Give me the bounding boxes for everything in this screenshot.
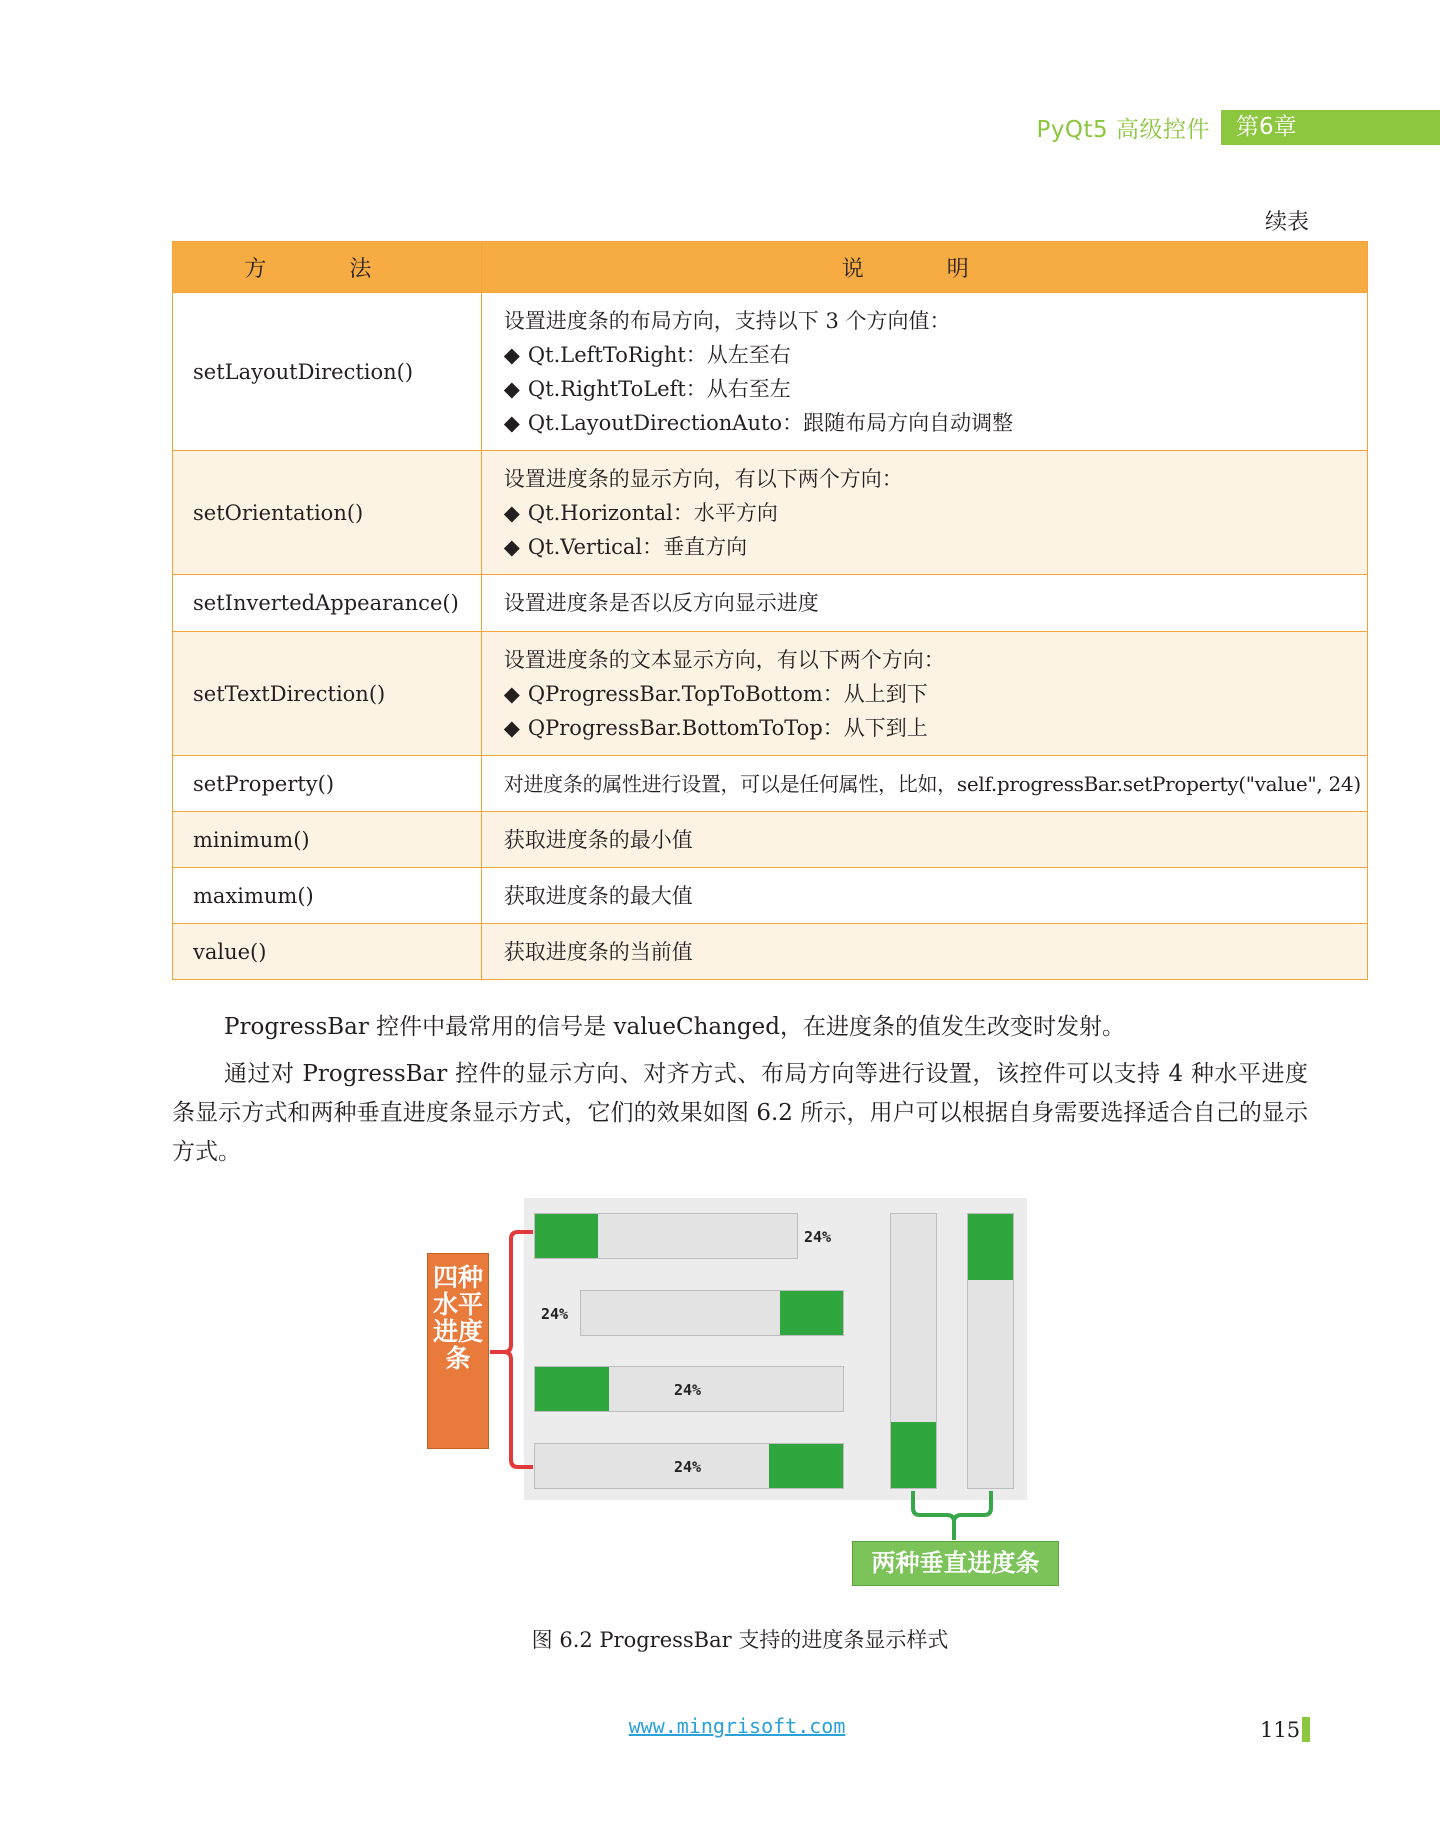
figure-caption: 图 6.2 ProgressBar 支持的进度条显示样式 [531, 1628, 949, 1652]
page-number: 115 [1260, 1718, 1301, 1742]
methods-table [172, 241, 1368, 980]
table-row [173, 924, 1368, 980]
horizontal-progress-bar-3 [534, 1366, 844, 1412]
bullet-item: ◆ QProgressBar.TopToBottom：从上到下 [503, 681, 928, 706]
progress-fill [535, 1214, 598, 1258]
chapter-tab: 第6章 [1221, 110, 1440, 145]
method-name: value() [173, 924, 482, 980]
footer-link[interactable]: www.mingrisoft.com [628, 1714, 846, 1738]
description-intro: 获取进度条的最小值 [503, 827, 693, 852]
table-row [173, 293, 1368, 451]
table-row [173, 756, 1368, 812]
diamond-bullet-icon: ◆ [503, 534, 520, 559]
progress-label: 24% [804, 1228, 832, 1246]
method-name: setInvertedAppearance() [173, 575, 482, 632]
bullet-item: ◆ Qt.Vertical：垂直方向 [503, 534, 748, 559]
vertical-progress-bar-1 [890, 1213, 937, 1489]
table-row [173, 575, 1368, 632]
bullet-item: ◆ Qt.RightToLeft：从右至左 [503, 376, 791, 401]
method-description [481, 575, 1367, 632]
horizontal-progress-bar-4 [534, 1443, 844, 1489]
diamond-bullet-icon: ◆ [503, 500, 520, 525]
method-name: setLayoutDirection() [173, 293, 482, 451]
method-name: minimum() [173, 812, 482, 868]
description-intro: 对进度条的属性进行设置，可以是任何属性，比如，self.progressBar.setProperty("value", 24) [503, 771, 1361, 796]
bullet-item: ◆ QProgressBar.BottomToTop：从下到上 [503, 715, 928, 740]
progress-label: 24% [674, 1381, 702, 1399]
diamond-bullet-icon: ◆ [503, 342, 520, 367]
method-description [481, 756, 1367, 812]
table-header-row [173, 242, 1368, 293]
vertical-progress-bar-2 [967, 1213, 1014, 1489]
description-intro: 设置进度条是否以反方向显示进度 [503, 591, 819, 615]
paragraph-signal: ProgressBar 控件中最常用的信号是 valueChanged，在进度条的值发生改变时发射。 [224, 1014, 1125, 1040]
method-name: setOrientation() [173, 451, 482, 575]
progress-fill [535, 1367, 609, 1411]
method-description [481, 924, 1367, 980]
method-description [481, 812, 1367, 868]
method-name: maximum() [173, 868, 482, 924]
description-intro: 设置进度条的布局方向，支持以下 3 个方向值： [503, 308, 951, 333]
progress-fill [968, 1214, 1013, 1280]
vertical-bars-label: 两种垂直进度条 [852, 1541, 1059, 1586]
description-intro: 获取进度条的最大值 [503, 883, 693, 908]
method-description [481, 868, 1367, 924]
bullet-item: ◆ Qt.Horizontal：水平方向 [503, 500, 778, 525]
description-intro: 设置进度条的文本显示方向，有以下两个方向： [503, 647, 945, 672]
table-row [173, 632, 1368, 756]
method-name: setProperty() [173, 756, 482, 812]
bullet-item: ◆ Qt.LeftToRight：从左至右 [503, 342, 791, 367]
diamond-bullet-icon: ◆ [503, 376, 520, 401]
table-row [173, 868, 1368, 924]
progress-fill [769, 1444, 843, 1488]
method-description [481, 451, 1367, 575]
horizontal-progress-bar-2 [580, 1290, 844, 1336]
method-description [481, 632, 1367, 756]
table-row [173, 451, 1368, 575]
description-intro: 获取进度条的当前值 [503, 939, 693, 964]
horizontal-bars-label: 四种水平进度条 [427, 1253, 489, 1449]
bullet-item: ◆ Qt.LayoutDirectionAuto：跟随布局方向自动调整 [503, 410, 1014, 435]
column-header-description: 说 明 [481, 242, 1367, 293]
description-intro: 设置进度条的显示方向，有以下两个方向： [503, 466, 903, 491]
horizontal-progress-bar-1 [534, 1213, 798, 1259]
table-row [173, 812, 1368, 868]
progress-fill [780, 1291, 843, 1335]
page-number-marker [1302, 1717, 1310, 1742]
diamond-bullet-icon: ◆ [503, 681, 520, 706]
table-continued-label: 续表 [1264, 210, 1309, 235]
method-name: setTextDirection() [173, 632, 482, 756]
progress-fill [891, 1422, 936, 1488]
progress-label: 24% [674, 1458, 702, 1476]
progress-label: 24% [541, 1305, 569, 1323]
paragraph-display-modes: 通过对 ProgressBar 控件的显示方向、对齐方式、布局方向等进行设置，该控件可以支持 4 种水平进度条显示方式和两种垂直进度条显示方式，它们的效果如图 6.2 所示，用户可以根据自身需要选择适合自己的显示方式。 [172, 1061, 1308, 1165]
column-header-method: 方 法 [173, 242, 482, 293]
diamond-bullet-icon: ◆ [503, 410, 520, 435]
chapter-header-title: PyQt5 高级控件 [1036, 117, 1210, 143]
method-description [481, 293, 1367, 451]
diamond-bullet-icon: ◆ [503, 715, 520, 740]
